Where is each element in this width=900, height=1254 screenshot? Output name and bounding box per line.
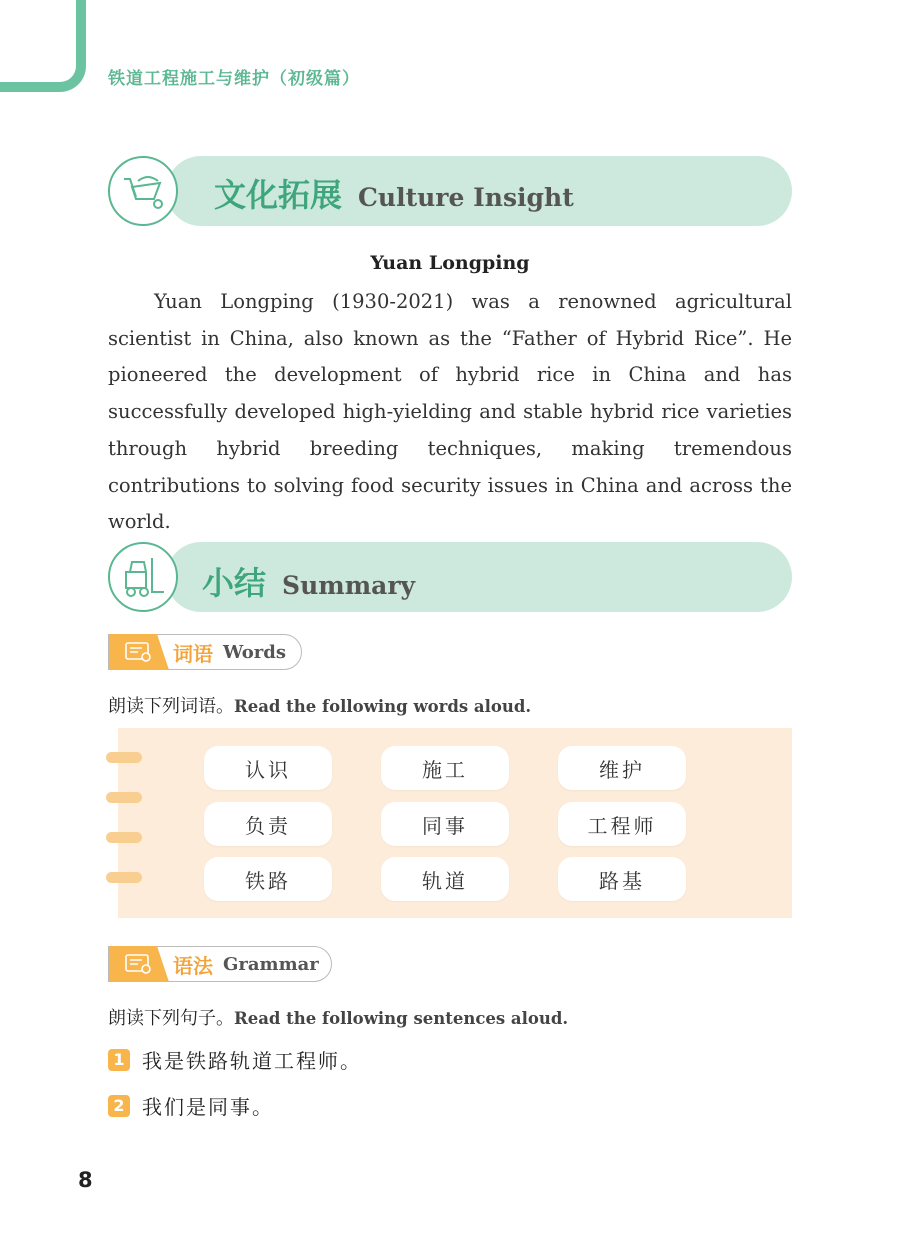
words-label-cn: 词语 (173, 641, 213, 666)
summary-title-cn: 小结 (202, 564, 267, 602)
binder-ring (106, 752, 142, 763)
grammar-instruction-cn: 朗读下列句子。 (108, 1008, 234, 1029)
wheelbarrow-icon (108, 156, 178, 226)
sentence-number: 2 (108, 1095, 130, 1117)
sentence-text: 我们是同事。 (142, 1095, 274, 1119)
grammar-tab (108, 946, 332, 982)
binder-ring (106, 832, 142, 843)
words-label-en: Words (223, 641, 286, 663)
word-card: 路基 (558, 857, 686, 901)
word-card: 认识 (204, 746, 332, 790)
sentence-text: 我是铁路轨道工程师。 (142, 1049, 362, 1073)
grammar-label-cn: 语法 (173, 953, 213, 978)
summary-title-en: Summary (282, 571, 416, 600)
word-card: 工程师 (558, 802, 686, 846)
culture-heading (214, 170, 574, 216)
culture-title-cn: 文化拓展 (214, 176, 343, 214)
word-card: 铁路 (204, 857, 332, 901)
certificate-icon (109, 634, 169, 670)
word-card: 施工 (381, 746, 509, 790)
article-text: Yuan Longping (1930-2021) was a renowned agricultural scientist in China, also known as the “Father of Hybrid Rice”. He pioneered the development of hybrid rice in China and has successfully developed high-yielding and stable hybrid rice varieties through hybrid breeding techniques, making tremendous contributions to solving food security issues in China and across the world. (108, 290, 792, 534)
running-header: 铁道工程施工与维护（初级篇） (108, 69, 360, 89)
culture-title-en: Culture Insight (358, 183, 574, 212)
corner-decoration (0, 0, 86, 92)
words-instruction-cn: 朗读下列词语。 (108, 696, 234, 717)
grammar-instruction (108, 1004, 568, 1030)
binder-ring (106, 872, 142, 883)
words-instruction-en: Read the following words aloud. (234, 697, 532, 716)
grammar-label-en: Grammar (223, 953, 319, 975)
word-card: 负责 (204, 802, 332, 846)
article-paragraph (108, 284, 792, 541)
summary-heading (202, 558, 415, 604)
words-tab (108, 634, 302, 670)
word-card: 轨道 (381, 857, 509, 901)
forklift-icon (108, 542, 178, 612)
sentence-item (108, 1091, 274, 1120)
sentence-number: 1 (108, 1049, 130, 1071)
certificate-icon (109, 946, 169, 982)
page-number: 8 (78, 1168, 93, 1192)
binder-ring (106, 792, 142, 803)
words-instruction (108, 692, 531, 718)
sentence-item (108, 1045, 362, 1074)
word-card: 同事 (381, 802, 509, 846)
word-card: 维护 (558, 746, 686, 790)
grammar-instruction-en: Read the following sentences aloud. (234, 1009, 569, 1028)
article-title: Yuan Longping (370, 252, 530, 274)
